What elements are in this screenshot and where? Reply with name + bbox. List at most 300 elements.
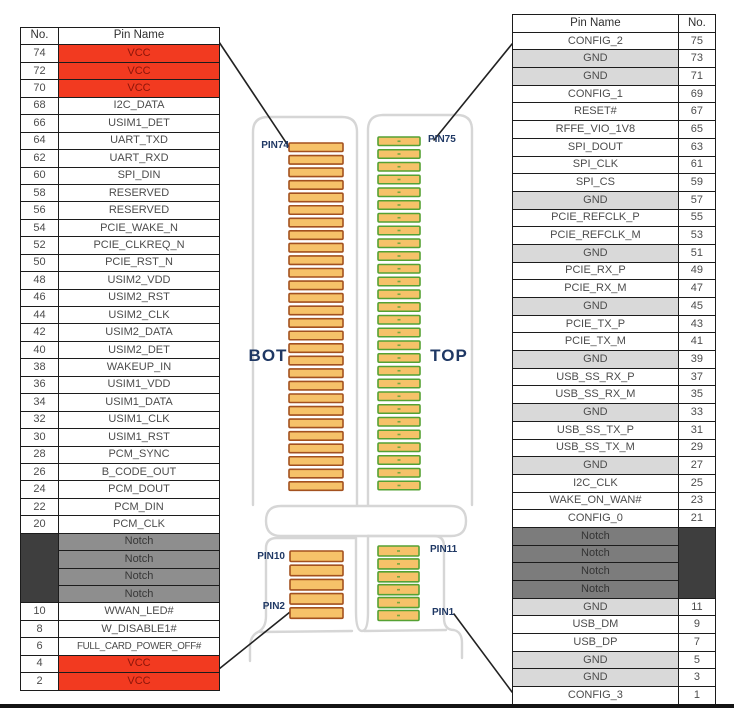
pin-center-mark (398, 230, 401, 232)
pin-center-mark (398, 408, 401, 410)
pin-number-cell: 2 (21, 673, 59, 690)
annotation-line-pin75 (434, 44, 512, 140)
pin11-label: PIN11 (430, 544, 458, 555)
table-row (21, 184, 220, 201)
pin-center-mark (398, 242, 401, 244)
pin-number-cell: 75 (678, 32, 715, 50)
pin-number-cell: 11 (678, 598, 715, 616)
pin-number-cell: 27 (678, 457, 715, 475)
pin-number-cell: 64 (21, 132, 59, 149)
pin-number-cell: 26 (21, 463, 59, 480)
table-header-row (21, 28, 220, 45)
table-row (513, 333, 716, 351)
pin-center-mark (397, 576, 400, 578)
connector-pin (289, 444, 343, 453)
pin-center-mark (398, 319, 401, 321)
connector-pin (289, 394, 343, 403)
pin-name-cell: GND (513, 404, 679, 422)
table-row (513, 138, 716, 156)
bot-side-label: BOT (248, 346, 288, 365)
pin-name-cell: USIM2_CLK (59, 307, 220, 324)
pin-number-cell: 21 (678, 510, 715, 528)
table-row (21, 638, 220, 655)
pin-number-cell: 50 (21, 254, 59, 271)
pin-center-mark (398, 395, 401, 397)
pin-number-cell: 31 (678, 421, 715, 439)
pin-number-cell: 23 (678, 492, 715, 510)
bot-lower-pin-group (290, 551, 343, 618)
pin-name-cell: FULL_CARD_POWER_OFF# (59, 638, 220, 655)
pin-name-cell: Notch (513, 581, 679, 599)
pin-name-cell: USB_DM (513, 616, 679, 634)
connector-pin (290, 551, 343, 562)
pin-number-cell: 72 (21, 62, 59, 79)
table-row (21, 481, 220, 498)
connector-pin (290, 594, 343, 605)
table-row (513, 315, 716, 333)
table-row (21, 307, 220, 324)
connector-pin (289, 243, 343, 252)
table-row (21, 219, 220, 236)
connector-pin (289, 193, 343, 202)
table-row (513, 191, 716, 209)
pin-number-cell: 46 (21, 289, 59, 306)
table-row (21, 202, 220, 219)
table-row (21, 603, 220, 620)
table-row (21, 80, 220, 97)
pin-number-cell: 9 (678, 616, 715, 634)
pin-name-cell: VCC (59, 62, 220, 79)
pin-number-cell: 58 (21, 184, 59, 201)
pin-name-cell: RFFE_VIO_1V8 (513, 121, 679, 139)
pin-name-cell: CONFIG_0 (513, 510, 679, 528)
pin-number-cell: 45 (678, 298, 715, 316)
top-side-label: TOP (430, 346, 468, 365)
pin-table-right (512, 14, 716, 705)
pin-number-cell: 22 (21, 498, 59, 515)
pin-name-cell: I2C_DATA (59, 97, 220, 114)
pin-name-cell: RESET# (513, 103, 679, 121)
pin-name-cell: USB_DP (513, 634, 679, 652)
connector-pin (289, 482, 343, 491)
pin-name-cell: Notch (513, 527, 679, 545)
table-row (513, 457, 716, 475)
table-row (21, 446, 220, 463)
pin-number-cell: 66 (21, 115, 59, 132)
table-row (21, 463, 220, 480)
pin-name-cell: GND (513, 598, 679, 616)
pin-number-cell: 74 (21, 45, 59, 62)
table-row (513, 280, 716, 298)
pin-name-cell: USIM2_RST (59, 289, 220, 306)
pin-number-cell: 56 (21, 202, 59, 219)
pin-number-cell: 35 (678, 386, 715, 404)
table-row (513, 121, 716, 139)
pin-center-mark (398, 281, 401, 283)
pin-number-cell: 36 (21, 376, 59, 393)
pin-number-cell: 73 (678, 50, 715, 68)
connector-pin (289, 381, 343, 390)
pin-name-cell: GND (513, 50, 679, 68)
pin-number-cell: 61 (678, 156, 715, 174)
pin-number-cell: 71 (678, 68, 715, 86)
table-row (513, 439, 716, 457)
connector-pin (289, 432, 343, 441)
pin-name-cell: CONFIG_3 (513, 687, 679, 705)
pin-number-cell: 34 (21, 394, 59, 411)
table-row (21, 167, 220, 184)
pin-center-mark (397, 589, 400, 591)
pin-name-cell: Notch (513, 545, 679, 563)
pin-number-cell: 30 (21, 429, 59, 446)
pin-center-mark (398, 357, 401, 359)
pin-name-cell: GND (513, 457, 679, 475)
pin74-label: PIN74 (261, 140, 289, 151)
connector-pin (289, 344, 343, 353)
pin-number-cell: 54 (21, 219, 59, 236)
pin-center-mark (398, 191, 401, 193)
pin-name-cell: RESERVED (59, 202, 220, 219)
table-row (21, 655, 220, 672)
pin-center-mark (398, 485, 401, 487)
col-header-pin-name: Pin Name (513, 15, 679, 33)
pin-number-cell: 55 (678, 209, 715, 227)
pin-number-cell: 65 (678, 121, 715, 139)
pin-name-cell: GND (513, 351, 679, 369)
pin-number-cell: 41 (678, 333, 715, 351)
pin-name-cell: WAKEUP_IN (59, 359, 220, 376)
pin-number-cell: 38 (21, 359, 59, 376)
pin-number-cell: 39 (678, 351, 715, 369)
pin-name-cell: SPI_CS (513, 174, 679, 192)
table-row (513, 669, 716, 687)
table-row (513, 298, 716, 316)
pin-center-mark (398, 421, 401, 423)
table-row (513, 32, 716, 50)
card-outline (250, 115, 472, 661)
table-row (513, 634, 716, 652)
pin-name-cell: USIM1_DATA (59, 394, 220, 411)
pin-center-mark (398, 370, 401, 372)
connector-pin (289, 319, 343, 328)
table-row (513, 386, 716, 404)
table-row (21, 620, 220, 637)
table-row (21, 516, 220, 533)
pin-number-cell: 6 (21, 638, 59, 655)
connector-pin (289, 469, 343, 478)
table-row (513, 421, 716, 439)
table-row (21, 45, 220, 62)
connector-pin (289, 369, 343, 378)
pin-name-cell: RESERVED (59, 184, 220, 201)
pin-number-cell: 70 (21, 80, 59, 97)
table-row (21, 97, 220, 114)
connector-pin (290, 608, 343, 619)
pin-name-cell: GND (513, 191, 679, 209)
pin-name-cell: USIM1_VDD (59, 376, 220, 393)
pin-name-cell: WAKE_ON_WAN# (513, 492, 679, 510)
pin-name-cell: USB_SS_RX_M (513, 386, 679, 404)
table-row (513, 244, 716, 262)
table-row (21, 115, 220, 132)
pin-center-mark (398, 217, 401, 219)
pin-number-cell: 1 (678, 687, 715, 705)
pin-number-cell: 51 (678, 244, 715, 262)
pin-name-cell: PCIE_TX_M (513, 333, 679, 351)
pin-number-cell: 4 (21, 655, 59, 672)
connector-pin (289, 256, 343, 265)
pin1-label: PIN1 (432, 607, 455, 618)
pin-center-mark (398, 459, 401, 461)
table-row (513, 687, 716, 705)
pin-name-cell: GND (513, 298, 679, 316)
table-row (21, 394, 220, 411)
pin-number-cell: 59 (678, 174, 715, 192)
pin-center-mark (398, 434, 401, 436)
col-header-no: No. (678, 15, 715, 33)
connector-pin (289, 181, 343, 190)
pin-number-cell: 32 (21, 411, 59, 428)
connector-pin (289, 156, 343, 165)
pin-number-cell: 49 (678, 262, 715, 280)
pin-center-mark (398, 344, 401, 346)
table-row (513, 404, 716, 422)
top-lower-pin-group (378, 546, 419, 621)
connector-pin (289, 218, 343, 227)
pin-center-mark (398, 268, 401, 270)
pin-number-cell: 5 (678, 651, 715, 669)
pin-center-mark (398, 166, 401, 168)
table-row (513, 492, 716, 510)
pin-name-cell: PCM_DOUT (59, 481, 220, 498)
table-row (21, 341, 220, 358)
pin-center-mark (398, 293, 401, 295)
pin-number-cell: 68 (21, 97, 59, 114)
pin-center-mark (397, 602, 400, 604)
col-header-pin-name: Pin Name (59, 28, 220, 45)
pin2-label: PIN2 (262, 601, 285, 612)
pin-name-cell: Notch (59, 568, 220, 585)
pin-number-cell: 10 (21, 603, 59, 620)
table-row (513, 174, 716, 192)
top-pin-column (378, 137, 420, 490)
connector-pin (289, 168, 343, 177)
pin-center-mark (398, 306, 401, 308)
table-row (513, 368, 716, 386)
pin-name-cell: Notch (513, 563, 679, 581)
table-row (21, 376, 220, 393)
pin-name-cell: Notch (59, 551, 220, 568)
pin-name-cell: PCIE_RST_N (59, 254, 220, 271)
table-row (21, 254, 220, 271)
pin-name-cell: PCIE_TX_P (513, 315, 679, 333)
pin-name-cell: PCIE_WAKE_N (59, 219, 220, 236)
pin-number-cell: 60 (21, 167, 59, 184)
annotation-line-pin2 (219, 612, 290, 669)
pin-name-cell: I2C_CLK (513, 474, 679, 492)
connector-pin (289, 269, 343, 278)
pin-name-cell: VCC (59, 673, 220, 690)
pin-center-mark (398, 140, 401, 142)
connector-pin (289, 294, 343, 303)
pin-number-cell: 8 (21, 620, 59, 637)
pin-center-mark (398, 255, 401, 257)
table-row (513, 85, 716, 103)
pin-name-cell: GND (513, 68, 679, 86)
col-header-no: No. (21, 28, 59, 45)
pin-name-cell: PCIE_RX_P (513, 262, 679, 280)
connector-pin (289, 331, 343, 340)
pin-name-cell: PCIE_RX_M (513, 280, 679, 298)
connector-pin (289, 143, 343, 152)
pin-name-cell: GND (513, 651, 679, 669)
table-row (513, 510, 716, 528)
pin-name-cell: SPI_DOUT (513, 138, 679, 156)
pin-name-cell: USB_SS_TX_P (513, 421, 679, 439)
page-bottom-rule (0, 704, 734, 708)
table-row (513, 527, 716, 545)
pin-number-cell: 62 (21, 150, 59, 167)
connector-pin (289, 231, 343, 240)
pin-name-cell: PCIE_REFCLK_P (513, 209, 679, 227)
pin-number-cell: 7 (678, 634, 715, 652)
pin-center-mark (398, 153, 401, 155)
pin-name-cell: PCIE_CLKREQ_N (59, 237, 220, 254)
pin-center-mark (398, 446, 401, 448)
table-row (513, 156, 716, 174)
pin-name-cell: GND (513, 669, 679, 687)
pin-name-cell: UART_RXD (59, 150, 220, 167)
pin-center-mark (397, 615, 400, 617)
table-row (513, 262, 716, 280)
pin-name-cell: Notch (59, 586, 220, 603)
table-row (21, 289, 220, 306)
pin-name-cell: PCIE_REFCLK_M (513, 227, 679, 245)
table-row (513, 474, 716, 492)
pin-number-cell: 69 (678, 85, 715, 103)
pin-number-cell: 63 (678, 138, 715, 156)
pin-center-mark (398, 472, 401, 474)
table-row (21, 673, 220, 690)
table-row (513, 598, 716, 616)
table-row (21, 533, 220, 550)
table-header-row (513, 15, 716, 33)
notch-block-cell (21, 533, 59, 603)
pin-number-cell: 43 (678, 315, 715, 333)
table-row (21, 359, 220, 376)
pin10-label: PIN10 (257, 551, 285, 562)
table-row (513, 209, 716, 227)
pin-number-cell: 52 (21, 237, 59, 254)
pin-name-cell: WWAN_LED# (59, 603, 220, 620)
pin-name-cell: USIM2_DET (59, 341, 220, 358)
pin-name-cell: PCM_SYNC (59, 446, 220, 463)
table-row (21, 62, 220, 79)
connector-pin (289, 356, 343, 365)
pin-center-mark (397, 550, 400, 552)
pin-name-cell: SPI_CLK (513, 156, 679, 174)
pin-name-cell: W_DISABLE1# (59, 620, 220, 637)
pin-center-mark (398, 332, 401, 334)
pin-name-cell: USIM2_VDD (59, 272, 220, 289)
table-row (21, 498, 220, 515)
pin-number-cell: 48 (21, 272, 59, 289)
table-row (513, 351, 716, 369)
pin-number-cell: 28 (21, 446, 59, 463)
connector-pin (289, 457, 343, 466)
table-row (21, 429, 220, 446)
pin-name-cell: USB_SS_RX_P (513, 368, 679, 386)
pin-number-cell: 53 (678, 227, 715, 245)
table-row (21, 411, 220, 428)
pin-number-cell: 37 (678, 368, 715, 386)
pin-name-cell: GND (513, 244, 679, 262)
notch-block-cell (678, 527, 715, 598)
pin-name-cell: VCC (59, 45, 220, 62)
pin-name-cell: PCM_DIN (59, 498, 220, 515)
pin-number-cell: 29 (678, 439, 715, 457)
pin-number-cell: 24 (21, 481, 59, 498)
table-row (513, 103, 716, 121)
pin-center-mark (398, 383, 401, 385)
table-row (21, 132, 220, 149)
table-row (513, 651, 716, 669)
connector-pin (290, 579, 343, 590)
table-row (21, 150, 220, 167)
table-row (21, 272, 220, 289)
table-row (513, 616, 716, 634)
pin-name-cell: USIM1_DET (59, 115, 220, 132)
pin-name-cell: PCM_CLK (59, 516, 220, 533)
table-row (513, 68, 716, 86)
pin-name-cell: SPI_DIN (59, 167, 220, 184)
pin-name-cell: USIM1_RST (59, 429, 220, 446)
table-row (513, 227, 716, 245)
pin-name-cell: CONFIG_2 (513, 32, 679, 50)
bot-pin-column (289, 143, 343, 490)
pin-number-cell: 20 (21, 516, 59, 533)
pin-center-mark (397, 563, 400, 565)
pin75-label: PIN75 (428, 134, 456, 145)
pin-name-cell: VCC (59, 655, 220, 672)
pin-center-mark (398, 204, 401, 206)
pin-number-cell: 44 (21, 307, 59, 324)
pin-number-cell: 42 (21, 324, 59, 341)
pin-number-cell: 47 (678, 280, 715, 298)
pin-number-cell: 67 (678, 103, 715, 121)
connector-pin (289, 306, 343, 315)
table-row (21, 324, 220, 341)
pin-name-cell: USIM1_CLK (59, 411, 220, 428)
pin-name-cell: Notch (59, 533, 220, 550)
pin-number-cell: 33 (678, 404, 715, 422)
pin-name-cell: UART_TXD (59, 132, 220, 149)
pin-name-cell: VCC (59, 80, 220, 97)
table-row (513, 50, 716, 68)
connector-pin (289, 281, 343, 290)
pin-name-cell: USIM2_DATA (59, 324, 220, 341)
pin-number-cell: 57 (678, 191, 715, 209)
connector-pin (289, 407, 343, 416)
connector-pin (289, 206, 343, 215)
connector-pin (290, 565, 343, 576)
pin-name-cell: CONFIG_1 (513, 85, 679, 103)
pin-name-cell: USB_SS_TX_M (513, 439, 679, 457)
connector-pin (289, 419, 343, 428)
pin-center-mark (398, 179, 401, 181)
pin-number-cell: 40 (21, 341, 59, 358)
table-row (21, 237, 220, 254)
